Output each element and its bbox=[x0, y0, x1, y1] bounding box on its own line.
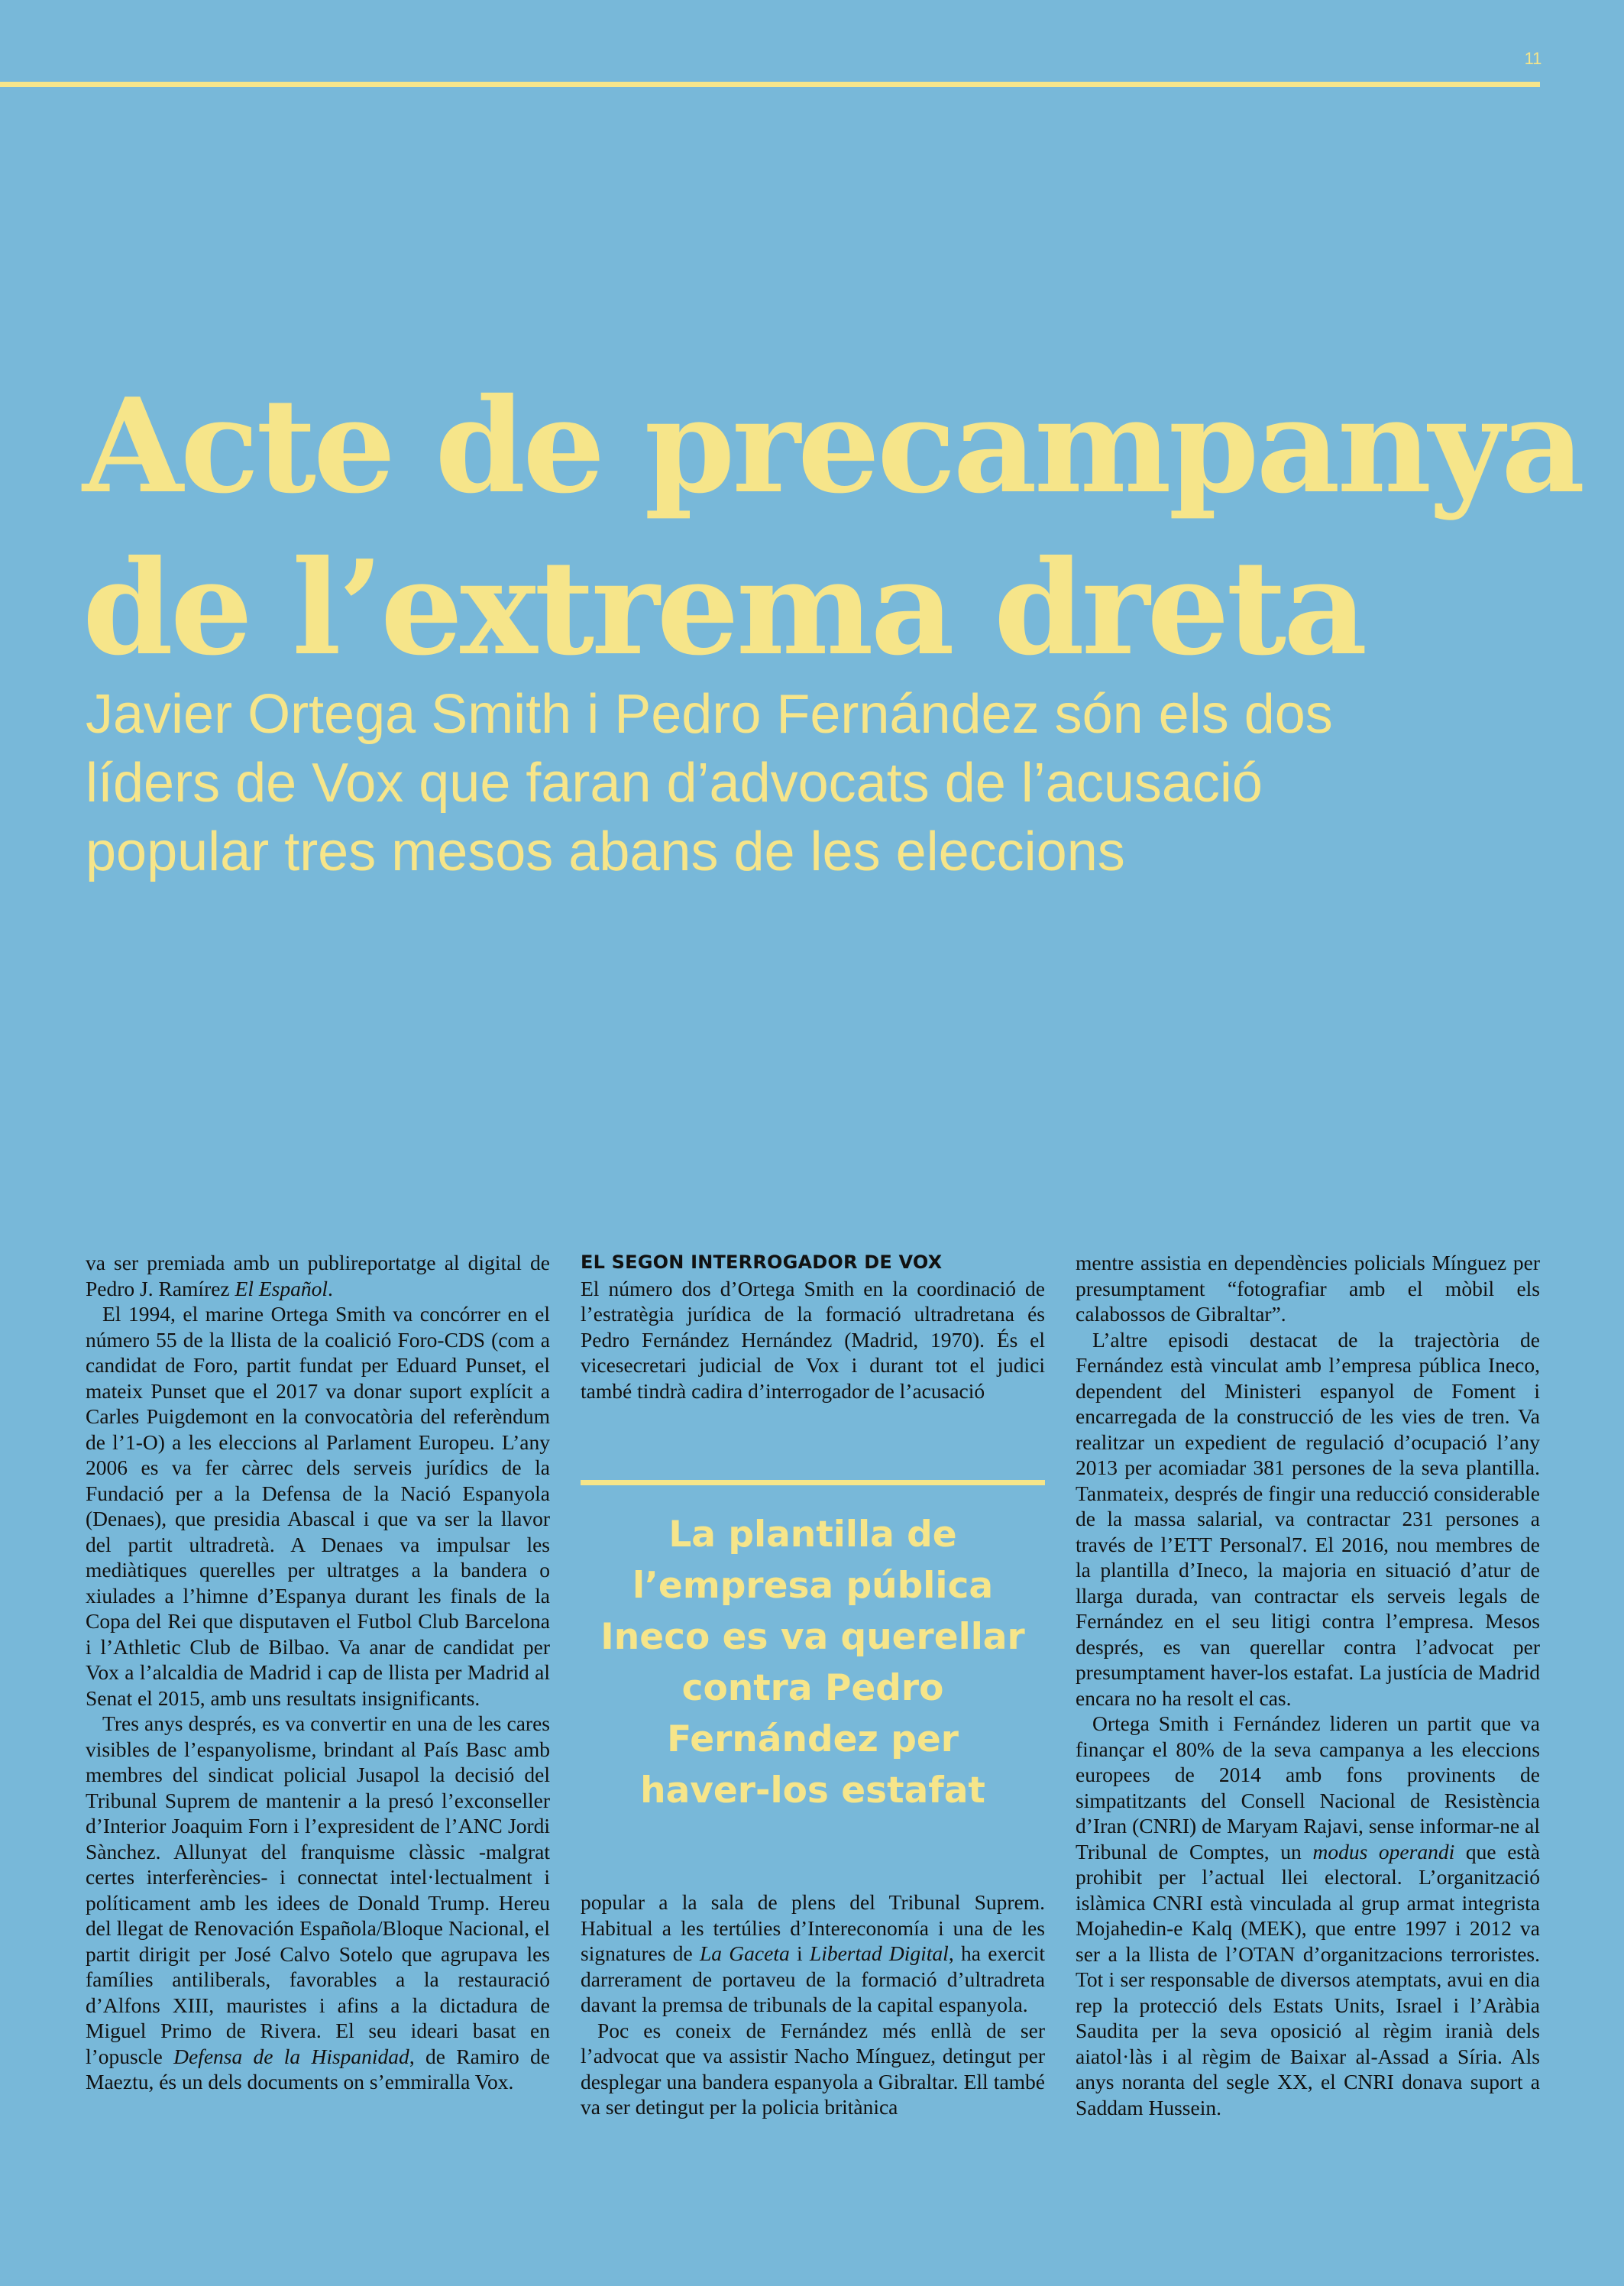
text-run: , ha exercit darrerament de portaveu de la formació d’ultradreta davant la premsa de tribunals de la capital espanyola. bbox=[581, 1941, 1045, 2016]
body-column-3 bbox=[1076, 1250, 1540, 2120]
text-run: , de Ramiro de Maeztu, és un dels documents on s’emmiralla Vox. bbox=[86, 2044, 550, 2093]
headline-line: de l’extrema dreta bbox=[82, 532, 1365, 685]
pullquote-line: haver-los estafat bbox=[640, 1770, 985, 1812]
paragraph bbox=[86, 1250, 550, 1301]
publication-name: El Español bbox=[235, 1276, 328, 1300]
paragraph: Poc es coneix de Fernández més enllà de ser l’advocat que va assistir Nacho Mínguez, detingut per desplegar una bandera espanyola a Gibraltar. Ell també va ser detingut per la policia britànica bbox=[581, 2018, 1045, 2119]
paragraph bbox=[1076, 1711, 1540, 2120]
paragraph: L’altre episodi destacat de la trajectòria de Fernández està vinculat amb l’empresa pública Ineco, dependent del Ministeri espanyol de Foment i encarregada de la construcció de les vies de tren. Va realitzar un expedient de regulació d’ocupació l’any 2013 per acomiadar 381 persones de la seva plantilla. Tanmateix, després de fingir una reducció considerable de la massa salarial, va contractar 231 persones a través de l’ETT Personal7. El 2016, nou membres de la plantilla d’Ineco, la majoria en situació d’atur de llarga durada, van contractar els serveis legals de Fernández en el seu litigi contra l’empresa. Mesos després, es van querellar contra l’advocat per presumptament haver-los estafat. La justícia de Madrid encara no ha resolt el cas. bbox=[1076, 1327, 1540, 1710]
subtitle bbox=[86, 680, 1567, 886]
body-column-1 bbox=[86, 1250, 550, 2095]
body-column-2-top bbox=[581, 1250, 1045, 1404]
publication-name: Libertad Digital bbox=[809, 1941, 949, 1965]
text-run: popular a la sala de plens del Tribunal Suprem. Habitual a les tertúlies d’Intereconomía i una de les signatures de bbox=[581, 1890, 1045, 1965]
pullquote-line: Fernández per bbox=[667, 1718, 959, 1760]
text-run: i bbox=[789, 1941, 810, 1965]
text-run: Ortega Smith i Fernández lideren un partit que va finançar el 80% de la seva campanya a les eleccions europees de 2014 amb fons provinents de simpatitzants del Consell Nacional de Resistència d’Iran (CNRI) de Maryam Rajavi, sense informar-ne al Tribunal de Comptes, un bbox=[1076, 1711, 1540, 1863]
paragraph: mentre assistia en dependències policials Mínguez per presumptament “fotografiar amb el mòbil els calabossos de Gibraltar”. bbox=[1076, 1251, 1540, 1326]
pullquote bbox=[581, 1509, 1045, 1816]
text-run: Tres anys després, es va convertir en una de les cares visibles de l’espanyolisme, brindant al País Basc amb membres del sindicat policial Jusapol la decisió del Tribunal Suprem de mantenir a la presó l’exconseller d’Interior Joaquim Forn i l’expresident de l’ANC Jordi Sànchez. Allunyat del franquisme clàssic -malgrat certes interferències- i connectat intel·lectualment i políticament amb les idees de Donald Trump. Hereu del llegat de Renovación Española/Bloque Nacional, el partit dirigit per José Calvo Sotelo que agrupava les famílies antiliberals, favorables a la restauració d’Alfons XIII, mauristes i afins a la dictadura de Miguel Primo de Rivera. El seu ideari basat en l’opuscle bbox=[86, 1711, 550, 2068]
text-run: va ser premiada amb un publireportatge al digital de Pedro J. Ramírez bbox=[86, 1251, 550, 1300]
subtitle-line: Javier Ortega Smith i Pedro Fernández són els dos bbox=[86, 684, 1333, 745]
top-rule bbox=[0, 82, 1540, 87]
headline-line: Acte de precampanya bbox=[82, 370, 1583, 523]
paragraph bbox=[581, 1889, 1045, 2018]
headline bbox=[82, 365, 1583, 689]
text-run: . bbox=[327, 1276, 333, 1300]
pullquote-line: contra Pedro bbox=[681, 1667, 944, 1709]
publication-name: La Gaceta bbox=[700, 1941, 790, 1965]
page-number: 11 bbox=[1524, 49, 1542, 68]
pullquote-line: l’empresa pública bbox=[632, 1565, 994, 1607]
pullquote-line: Ineco es va querellar bbox=[600, 1616, 1025, 1658]
pullquote-rule bbox=[581, 1480, 1045, 1485]
text-run: que està prohibit per l’actual llei electoral. L’organització islàmica CNRI està vinculada al grup armat integrista Mojahedin-e Kalq (MEK), que entre 1997 i 2012 va ser a la llista de l’OTAN d’organitzacions terroristes. Tot i ser responsable de diversos atemptats, avui en dia rep la protecció dels Estats Units, Israel i l’Aràbia Saudita per la seva oposició al règim iranià dels aiatol·làs i al règim de Baixar al-Assad a Síria. Als anys noranta del segle XX, el CNRI donava suport a Saddam Hussein. bbox=[1076, 1839, 1540, 2119]
book-title: Defensa de la Hispanidad bbox=[173, 2044, 409, 2068]
subtitle-line: líders de Vox que faran d’advocats de l’acusació bbox=[86, 753, 1263, 814]
latin-phrase: modus operandi bbox=[1312, 1839, 1455, 1863]
section-heading: EL SEGON INTERROGADOR DE VOX bbox=[581, 1251, 943, 1273]
paragraph bbox=[86, 1711, 550, 2095]
pullquote-line: La plantilla de bbox=[668, 1514, 957, 1556]
paragraph: El número dos d’Ortega Smith en la coordinació de l’estratègia jurídica de la formació ultradretana és Pedro Fernández Hernández (Madrid, 1970). És el vicesecretari judicial de Vox i durant tot el judici també tindrà cadira d’interrogador de l’acusació bbox=[581, 1276, 1045, 1403]
subtitle-line: popular tres mesos abans de les eleccions bbox=[86, 821, 1125, 882]
paragraph: El 1994, el marine Ortega Smith va concórrer en el número 55 de la llista de la coalició Foro-CDS (com a candidat de Foro, partit fundat per Eduard Punset, el mateix Punset que el 2017 va donar suport explícit a Carles Puigdemont en la convocatòria del referèndum de l’1-O) a les eleccions al Parlament Europeu. L’any 2006 es va fer càrrec dels serveis jurídics de la Fundació per a la Defensa de la Nació Espanyola (Denaes), que presidia Abascal i que va ser la llavor del partit ultradretà. A Denaes va impulsar les mediàtiques querelles per ultratges a la bandera o xiulades a l’himne d’Espanya durant les finals de la Copa del Rei que disputaven el Futbol Club Barcelona i l’Athletic Club de Bilbao. Va anar de candidat per Vox a l’alcaldia de Madrid i cap de llista per Madrid al Senat el 2015, amb uns resultats insignificants. bbox=[86, 1302, 550, 1710]
body-column-2-bottom bbox=[581, 1889, 1045, 2120]
